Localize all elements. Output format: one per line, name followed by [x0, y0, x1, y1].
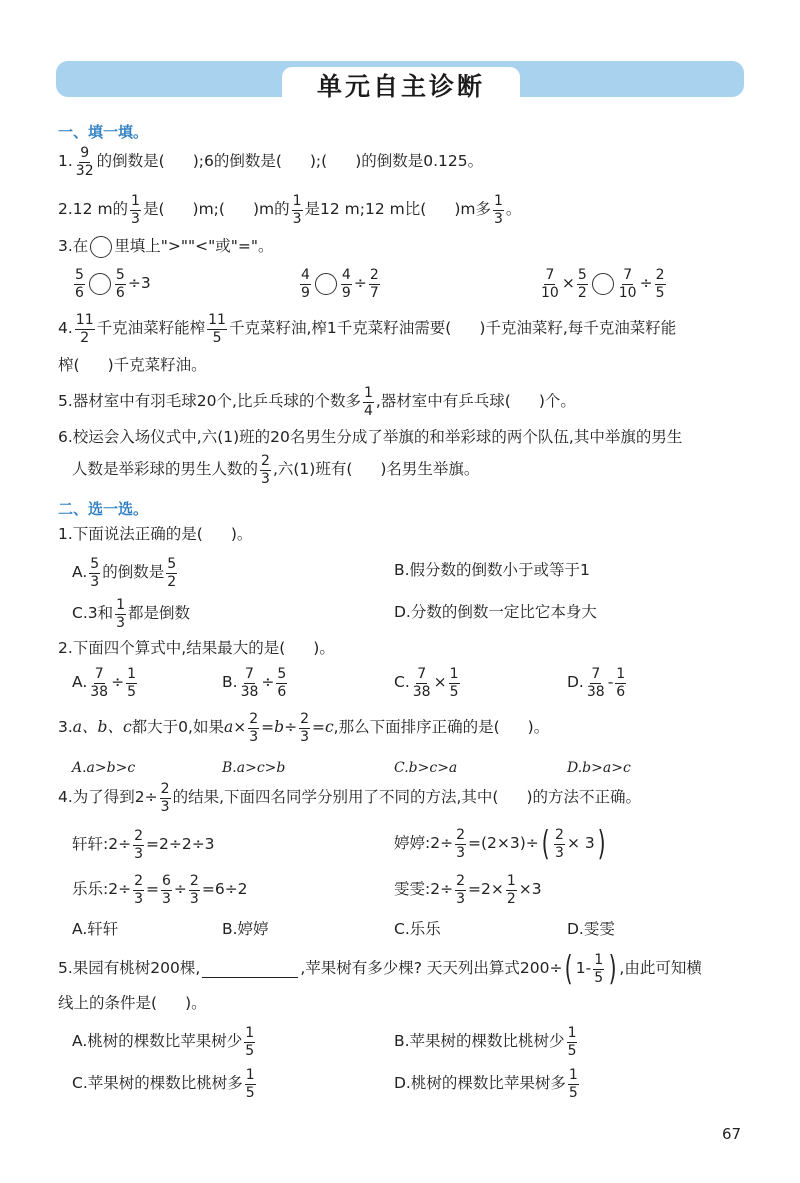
choice-5-option-a[interactable]: A.桃树的棵数比苹果树少 $\frac{1}{5}$ [72, 1025, 255, 1059]
choice-question-4: 4.为了得到2÷ $\frac{2}{3}$ 的结果,下面四名同学分别用了不同的方法,其中( )的方法不正确。 [58, 781, 642, 815]
question-2: 2.12 m的 $\frac{1}{3}$ 是( )m;( )m的 $\frac{1}{3}$ 是12 m;12 m比( )m多 $\frac{1}{3}$ 。 [58, 193, 522, 227]
question-4-line-2: 榨( )千克菜籽油。 [58, 356, 207, 374]
choice-question-5: 5.果园有桃树200棵, ,苹果树有多少棵? 天天列出算式200÷ ( 1- $\frac{1}{5}$ ) ,由此可知横 [58, 949, 702, 989]
page-title: 单元自主诊断 [282, 67, 520, 106]
question-3: 3.在 里填上">""<"或"="。 [58, 236, 274, 258]
section-heading-fill: 一、填一填。 [58, 123, 149, 141]
right-paren-icon: ) [608, 949, 617, 989]
choice-question-5-line-2: 线上的条件是( )。 [58, 994, 207, 1012]
choice-5-option-d[interactable]: D.桃树的棵数比苹果树多 $\frac{1}{5}$ [394, 1067, 578, 1101]
left-paren-icon: ( [541, 824, 550, 864]
question-1: 1. $\frac{9}{32}$ 的倒数是( );6的倒数是( );( )的倒数是0.125。 [58, 145, 484, 179]
method-wenwen: 雯雯:2÷ $\frac{2}{3}$ =2× $\frac{1}{2}$ ×3 [394, 873, 542, 907]
question-6: 6.校运会入场仪式中,六(1)班的20名男生分成了举旗的和举彩球的两个队伍,其中举旗的男生 [58, 428, 683, 446]
choice-2-option-b[interactable]: B. $\frac{7}{38}$ ÷ $\frac{5}{6}$ [222, 666, 287, 700]
choice-1-option-c[interactable]: C.3和 $\frac{1}{3}$ 都是倒数 [72, 597, 191, 631]
left-paren-icon: ( [565, 949, 574, 989]
section-heading-choose: 二、选一选。 [58, 500, 149, 518]
choice-question-3: 3. a、b、c 都大于0,如果 a × $\frac{2}{3}$ = b ÷ $\frac{2}{3}$ = c ,那么下面排序正确的是( )。 [58, 711, 550, 745]
question-5: 5.器材室中有羽毛球20个,比乒乓球的个数多 $\frac{1}{4}$ ,器材室中有乒乓球( )个。 [58, 385, 576, 419]
choice-3-option-c[interactable]: C.b>c>a [394, 760, 458, 776]
choice-question-1: 1.下面说法正确的是( )。 [58, 525, 253, 543]
question-4: 4. $\frac{11}{2}$ 千克油菜籽能榨 $\frac{11}{5}$ 千克菜籽油,榨1千克菜籽油需要( )千克油菜籽,每千克油菜籽能 [58, 312, 677, 346]
answer-circle[interactable] [592, 273, 614, 295]
choice-2-option-d[interactable]: D. $\frac{7}{38}$ - $\frac{1}{6}$ [567, 666, 626, 700]
choice-3-option-d[interactable]: D.b>a>c [567, 760, 631, 776]
fraction: $\frac{1}{3}$ [493, 193, 503, 227]
choice-5-option-b[interactable]: B.苹果树的棵数比桃树少 $\frac{1}{5}$ [394, 1025, 577, 1059]
choice-question-2: 2.下面四个算式中,结果最大的是( )。 [58, 639, 335, 657]
method-tingting: 婷婷:2÷ $\frac{2}{3}$ =(2×3)÷ ( $\frac{2}{3}$ × 3 ) [394, 824, 606, 864]
choice-2-option-c[interactable]: C. $\frac{7}{38}$ × $\frac{1}{5}$ [394, 666, 459, 700]
question-3-expr-3: $\frac{7}{10}$ × $\frac{5}{2}$ $\frac{7}{10}$ ÷ $\frac{2}{5}$ [541, 267, 665, 301]
answer-circle[interactable] [315, 273, 337, 295]
method-xuanxuan: 轩轩:2÷ $\frac{2}{3}$ =2÷2÷3 [72, 828, 215, 862]
choice-4-option-d[interactable]: D.雯雯 [567, 920, 615, 938]
choice-4-option-b[interactable]: B.婷婷 [222, 920, 269, 938]
choice-2-option-a[interactable]: A. $\frac{7}{38}$ ÷ $\frac{1}{5}$ [72, 666, 137, 700]
right-paren-icon: ) [597, 824, 606, 864]
choice-4-option-a[interactable]: A.轩轩 [72, 920, 119, 938]
choice-3-option-a[interactable]: A.a>b>c [72, 760, 136, 776]
method-lele: 乐乐:2÷ $\frac{2}{3}$ = $\frac{6}{3}$ ÷ $\frac{2}{3}$ =6÷2 [72, 873, 248, 907]
fill-blank-line[interactable] [202, 961, 298, 978]
choice-1-option-d[interactable]: D.分数的倒数一定比它本身大 [394, 603, 597, 621]
choice-4-option-c[interactable]: C.乐乐 [394, 920, 441, 938]
page-number: 67 [722, 1125, 742, 1143]
answer-circle[interactable] [89, 273, 111, 295]
choice-3-option-b[interactable]: B.a>c>b [222, 760, 286, 776]
compare-circle-icon [90, 236, 112, 258]
choice-1-option-b[interactable]: B.假分数的倒数小于或等于1 [394, 561, 590, 579]
question-3-expr-2: $\frac{4}{9}$ $\frac{4}{9}$ ÷ $\frac{2}{7}$ [301, 267, 379, 301]
choice-5-option-c[interactable]: C.苹果树的棵数比桃树多 $\frac{1}{5}$ [72, 1067, 255, 1101]
fraction: $\frac{1}{3}$ [292, 193, 302, 227]
question-3-expr-1: $\frac{5}{6}$ $\frac{5}{6}$ ÷3 [75, 267, 151, 301]
question-6-line-2: 人数是举彩球的男生人数的 $\frac{2}{3}$ ,六(1)班有( )名男生举旗。 [72, 453, 480, 487]
choice-1-option-a[interactable]: A. $\frac{5}{3}$ 的倒数是 $\frac{5}{2}$ [72, 556, 177, 590]
fraction: $\frac{1}{3}$ [131, 193, 140, 227]
fraction: $\frac{9}{32}$ [75, 145, 94, 179]
